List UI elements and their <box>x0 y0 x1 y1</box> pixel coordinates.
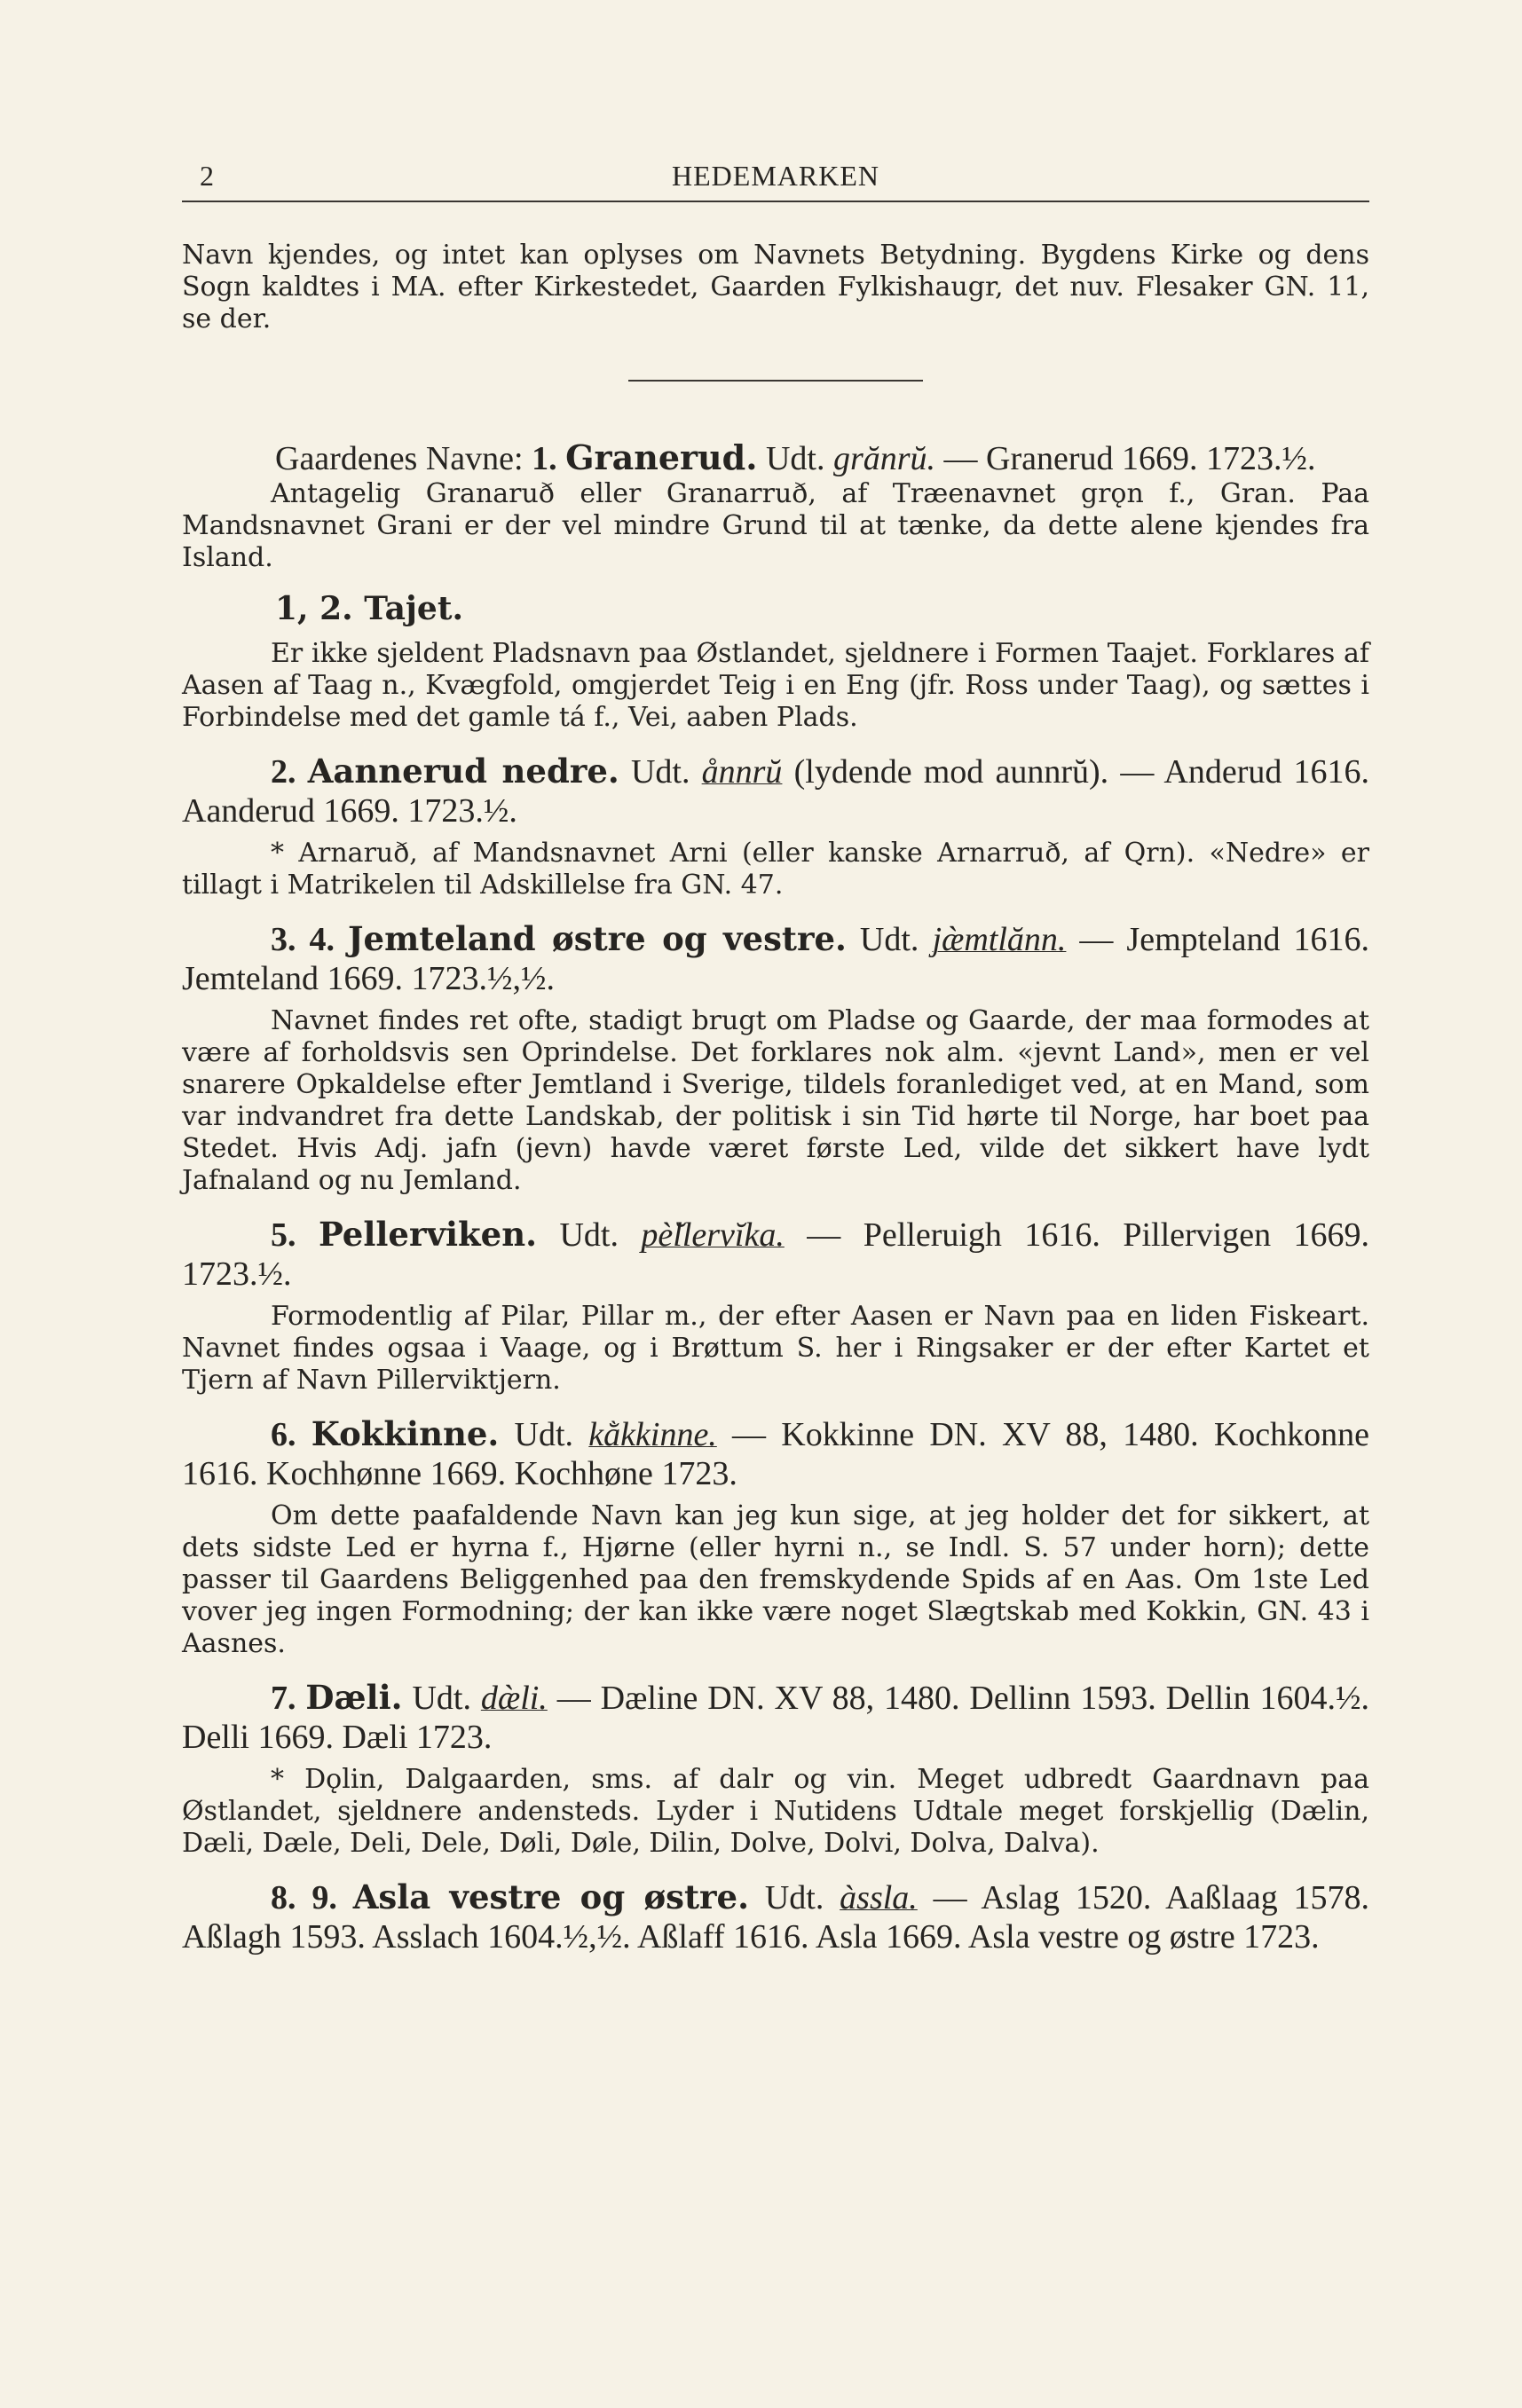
historic-forms: — Granerud 1669. 1723.½. <box>943 440 1316 477</box>
entry <box>182 752 1369 901</box>
historic-forms: — Jempteland 1616. Jemteland 1669. 1723.½,½. <box>182 921 1370 997</box>
entry-number: 3. 4. <box>271 921 335 958</box>
entry-number: 8. 9. <box>271 1879 337 1916</box>
udt-label: Udt. <box>559 1216 619 1254</box>
entry-heading <box>182 1877 1369 1956</box>
running-header <box>182 160 1369 202</box>
entry-body: Formodentlig af Pilar, Pillar m., der efter Aasen er Navn paa en liden Fiskeart. Navnet findes ogsaa i Vaage, og i Brøttum S. her i Ringsaker er der efter Kartet et Tjern af Navn Pillerviktjern. <box>182 1301 1369 1396</box>
entry-body: Antagelig Granaruð eller Granarruð, af Træenavnet grǫn f., Gran. Paa Mandsnavnet Grani er der vel mindre Grund til at tænke, da dette alene kjendes fra Island. <box>182 478 1369 573</box>
farm-name: Pellerviken. <box>318 1215 537 1254</box>
pronunciation: pè̆llervĭka. <box>641 1216 785 1254</box>
historic-forms: — Kokkinne DN. XV 88, 1480. Kochkonne 1616. Kochhønne 1669. Kochhøne 1723. <box>182 1416 1370 1492</box>
entry-heading <box>182 1215 1369 1294</box>
running-title: HEDEMARKEN <box>672 160 879 192</box>
entry <box>182 1414 1369 1660</box>
udt-label: Udt. <box>764 1879 824 1916</box>
farm-name: Granerud. <box>565 437 758 477</box>
pronunciation: dæ̀li. <box>480 1680 548 1717</box>
page-number: 2 <box>200 160 215 192</box>
entry-heading <box>182 1414 1369 1493</box>
entry-body: Navnet findes ret ofte, stadigt brugt om Pladse og Gaarde, der maa formodes at være af forholdsvis sen Oprindelse. Det forklares nok alm. «jevnt Land», men er vel snarere Opkaldelse efter Jemtland i Sverige, tildels foranlediget ved, at en Mand, som var indvandret fra dette Landskab, der politisk i sin Tid hørte til Norge, har boet paa Stedet. Hvis Adj. jafn (jevn) havde været første Led, vilde det sikkert have lydt Jafnaland og nu Jemland. <box>182 1005 1369 1196</box>
farm-name: Aannerud nedre. <box>307 752 619 791</box>
entry <box>182 1215 1369 1397</box>
farm-name: Kokkinne. <box>311 1414 500 1453</box>
entry <box>182 1678 1369 1860</box>
entry <box>182 1877 1369 1956</box>
entry-heading <box>182 752 1369 830</box>
entry <box>182 919 1369 1197</box>
pronunciation: kằkkinne. <box>588 1416 717 1453</box>
entry-number: 7. <box>271 1680 296 1717</box>
entry-body: Om dette paafaldende Navn kan jeg kun sige, at jeg holder det for sikkert, at dets sidste Led er hyrna f., Hjørne (eller hyrni n., se Indl. S. 57 under horn); dette passer til Gaardens Beliggenhed paa den fremskydende Spids af en Aas. Om 1ste Led vover jeg ingen Formodning; der kan ikke være noget Slægtskab med Kokkin, GN. 43 i Aasnes. <box>182 1500 1369 1659</box>
intro-paragraph: Navn kjendes, og intet kan oplyses om Navnets Betydning. Bygdens Kirke og dens Sogn kaldtes i MA. efter Kirkestedet, Gaarden Fylkishaugr, det nuv. Flesaker GN. 11, se der. <box>182 240 1369 334</box>
pronunciation: ånnrŭ <box>701 753 783 791</box>
udt-label: Udt. <box>514 1416 574 1453</box>
historic-forms: — Dæline DN. XV 88, 1480. Dellinn 1593. Dellin 1604.½. Delli 1669. Dæli 1723. <box>182 1680 1370 1756</box>
entry-1-heading <box>182 438 1369 478</box>
pronunciation: grănrŭ. <box>832 440 936 477</box>
historic-forms: — Aslag 1520. Aaßlaag 1578. Aßlagh 1593. Asslach 1604.½,½. Aßlaff 1616. Asla 1669. Asla vestre og østre 1723. <box>182 1879 1370 1956</box>
historic-forms: (lydende mod aunnrŭ). — Anderud 1616. Aanderud 1669. 1723.½. <box>182 753 1370 830</box>
entries-list <box>182 752 1369 1956</box>
pronunciation: àssla. <box>840 1879 918 1916</box>
entry-number: 1. <box>532 440 557 477</box>
entry-1 <box>182 438 1369 574</box>
historic-forms: — Pelleruigh 1616. Pillervigen 1669. 1723.½. <box>182 1216 1370 1293</box>
entry-number: 6. <box>271 1416 296 1453</box>
farm-name: Jemteland østre og vestre. <box>348 919 847 958</box>
sub-entry-heading: 1, 2. Tajet. <box>275 590 463 627</box>
farm-name: Asla vestre og østre. <box>352 1877 749 1916</box>
section-label: Gaardenes Navne: <box>275 440 524 477</box>
sub-entry-body: Er ikke sjeldent Pladsnavn paa Østlandet, sjeldnere i Formen Taajet. Forklares af Aasen af Taag n., Kvægfold, omgjerdet Teig i en Eng (jfr. Ross under Taag), og sættes i Forbindelse med det gamle tá f., Vei, aaben Plads. <box>182 638 1369 733</box>
entry-number: 5. <box>271 1216 296 1254</box>
entry-body: * Dǫlin, Dalgaarden, sms. af dalr og vin. Meget udbredt Gaardnavn paa Østlandet, sjeldnere andensteds. Lyder i Nutidens Udtale meget forskjellig (Dælin, Dæli, Dæle, Deli, Dele, Døli, Døle, Dilin, Dolve, Dolvi, Dolva, Dalva). <box>182 1764 1369 1859</box>
entry-body: * Arnaruð, af Mandsnavnet Arni (eller kanske Arnarruð, af Qrn). «Nedre» er tillagt i Matrikelen til Adskillelse fra GN. 47. <box>182 838 1369 901</box>
udt-label: Udt. <box>859 921 919 958</box>
udt-label: Udt. <box>412 1680 471 1717</box>
udt-label: Udt. <box>630 753 690 791</box>
farm-name: Dæli. <box>305 1678 403 1717</box>
pronunciation: jæ̀mtlănn. <box>932 921 1067 958</box>
entry-heading <box>182 919 1369 998</box>
entry-number: 2. <box>271 753 296 791</box>
entry-heading <box>182 1678 1369 1757</box>
udt-label: Udt. <box>765 440 825 477</box>
section-divider <box>628 380 923 382</box>
